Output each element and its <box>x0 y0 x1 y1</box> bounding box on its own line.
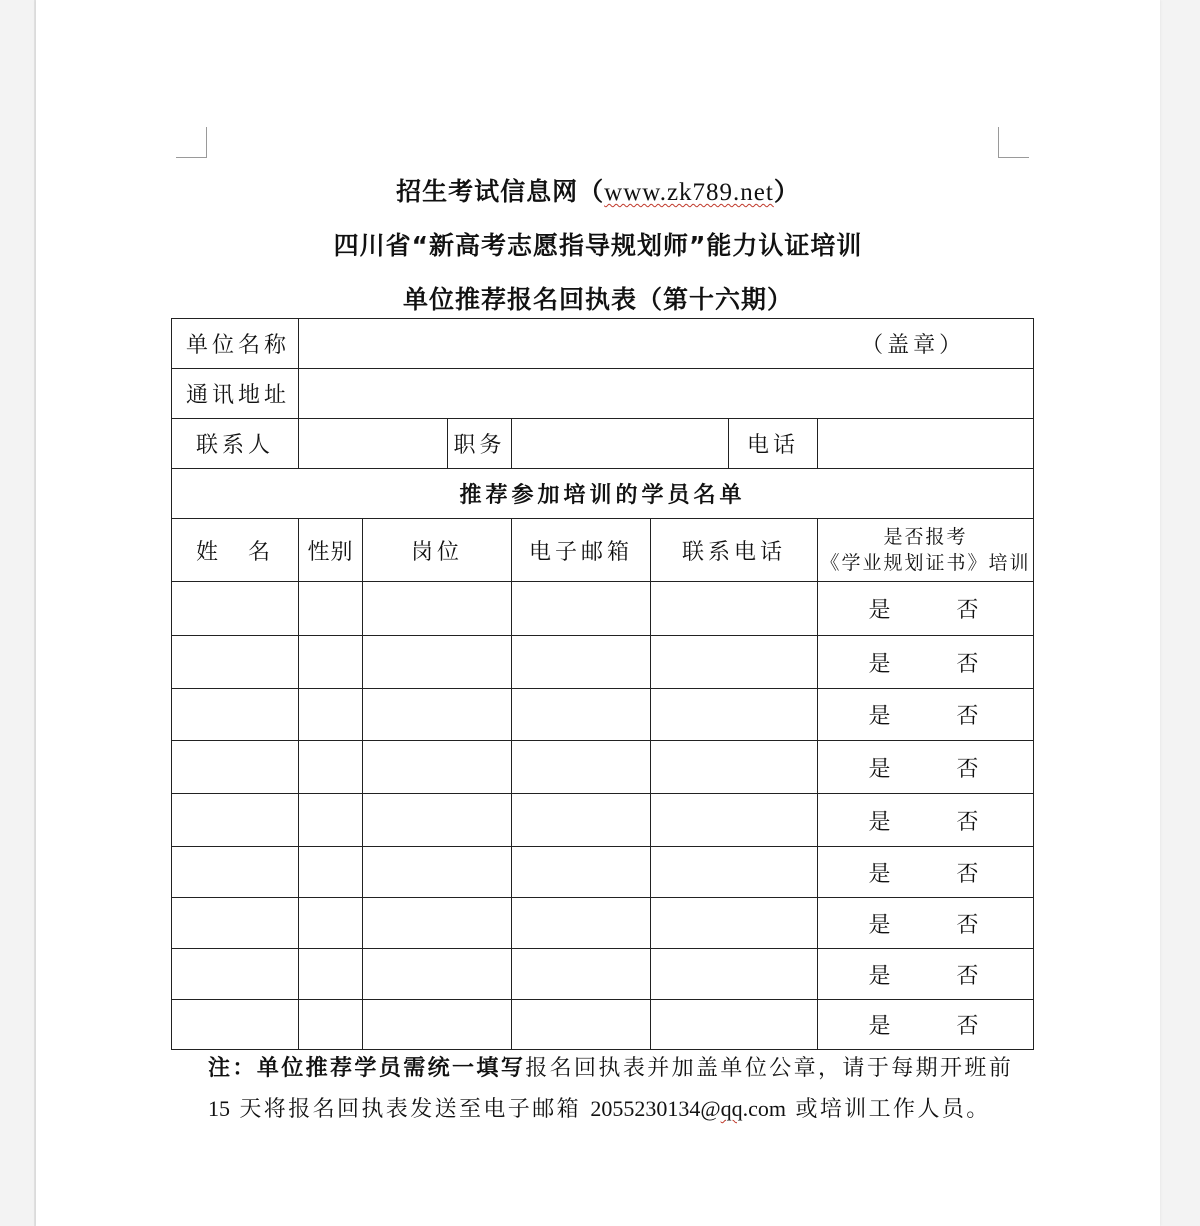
trainee-gender-cell[interactable] <box>299 1000 363 1050</box>
trainee-row <box>172 582 1034 636</box>
margin-corner-mark-right <box>998 127 1029 158</box>
trainee-row <box>172 847 1034 898</box>
title-paren-close: ） <box>773 177 800 206</box>
footnote-prefix: 注： <box>208 1055 257 1081</box>
trainee-row <box>172 1000 1034 1050</box>
trainee-tel-cell[interactable] <box>651 847 818 898</box>
col-header-exam-line2: 《学业规划证书》培训 <box>820 552 1031 574</box>
trainee-exam-choice-cell <box>818 689 1034 741</box>
footnote-email-domain: qq <box>720 1096 743 1121</box>
title-site-name: 招生考试信息网（ <box>396 177 605 206</box>
no-option[interactable]: 否 <box>956 598 983 623</box>
trainee-tel-cell[interactable] <box>651 949 818 1000</box>
col-header-name: 姓 名 <box>172 519 299 582</box>
yes-option[interactable]: 是 <box>868 1014 895 1039</box>
footnote-email-user: 2055230134@ <box>590 1096 721 1121</box>
trainee-gender-cell[interactable] <box>299 794 363 847</box>
no-option[interactable]: 否 <box>956 861 983 887</box>
footnote-line-2 <box>208 1089 1028 1130</box>
footnote-text-2: 天将报名回执表发送至电子邮箱 <box>230 1097 591 1122</box>
unit-name-label: 单位名称 <box>172 319 299 369</box>
unit-name-field[interactable] <box>299 319 1034 369</box>
footnote-bold: 单位推荐学员需统一填写 <box>256 1055 526 1081</box>
trainee-email-cell[interactable] <box>512 847 651 898</box>
seal-label: （盖章） <box>861 333 966 358</box>
trainee-name-cell[interactable] <box>172 1000 299 1050</box>
yes-option[interactable]: 是 <box>868 963 895 989</box>
trainee-tel-cell[interactable] <box>651 898 818 949</box>
phone-field[interactable] <box>818 419 1034 469</box>
trainee-email-cell[interactable] <box>512 949 651 1000</box>
footnote <box>208 1048 1028 1130</box>
trainee-row <box>172 741 1034 794</box>
trainee-gender-cell[interactable] <box>299 949 363 1000</box>
margin-corner-mark-left <box>176 127 207 158</box>
trainee-post-cell[interactable] <box>363 689 512 741</box>
registration-form-table <box>171 318 1034 1050</box>
trainee-gender-cell[interactable] <box>299 741 363 794</box>
yes-option[interactable]: 是 <box>868 756 895 782</box>
footnote-email-tail: .com <box>742 1096 787 1121</box>
no-option[interactable]: 否 <box>956 809 983 835</box>
trainee-name-cell[interactable] <box>172 794 299 847</box>
yes-option[interactable]: 是 <box>868 704 895 729</box>
trainee-row <box>172 898 1034 949</box>
trainee-name-cell[interactable] <box>172 689 299 741</box>
trainee-name-cell[interactable] <box>172 898 299 949</box>
footnote-days: 15 <box>208 1096 230 1121</box>
trainee-exam-choice-cell <box>818 741 1034 794</box>
trainee-email-cell[interactable] <box>512 794 651 847</box>
title-line-3: 单位推荐报名回执表（第十六期） <box>402 285 793 314</box>
phone-label: 电话 <box>729 419 818 469</box>
contact-label: 联系人 <box>172 419 299 469</box>
no-option[interactable]: 否 <box>956 756 983 782</box>
col-header-post: 岗位 <box>363 519 512 582</box>
footnote-line-1 <box>208 1048 1028 1089</box>
trainee-name-cell[interactable] <box>172 582 299 636</box>
trainee-email-cell[interactable] <box>512 689 651 741</box>
trainee-gender-cell[interactable] <box>299 636 363 689</box>
trainee-tel-cell[interactable] <box>651 689 818 741</box>
yes-option[interactable]: 是 <box>868 861 895 887</box>
trainee-email-cell[interactable] <box>512 582 651 636</box>
trainee-row <box>172 689 1034 741</box>
trainee-gender-cell[interactable] <box>299 689 363 741</box>
trainee-exam-choice-cell <box>818 847 1034 898</box>
footnote-text-1: 报名回执表并加盖单位公章，请于每期开班前 <box>525 1056 1014 1081</box>
trainee-tel-cell[interactable] <box>651 794 818 847</box>
trainee-gender-cell[interactable] <box>299 847 363 898</box>
col-header-tel: 联系电话 <box>651 519 818 582</box>
address-label: 通讯地址 <box>172 369 299 419</box>
contact-field[interactable] <box>299 419 448 469</box>
trainee-post-cell[interactable] <box>363 949 512 1000</box>
trainee-exam-choice-cell <box>818 1000 1034 1050</box>
trainee-gender-cell[interactable] <box>299 582 363 636</box>
yes-option[interactable]: 是 <box>868 598 895 623</box>
trainee-exam-choice-cell <box>818 636 1034 689</box>
position-label: 职务 <box>448 419 512 469</box>
no-option[interactable]: 否 <box>956 963 983 989</box>
trainee-email-cell[interactable] <box>512 898 651 949</box>
title-url: www.zk789.net <box>604 179 774 206</box>
trainee-post-cell[interactable] <box>363 1000 512 1050</box>
trainee-name-cell[interactable] <box>172 949 299 1000</box>
yes-option[interactable]: 是 <box>868 809 895 835</box>
trainee-gender-cell[interactable] <box>299 898 363 949</box>
trainee-exam-choice-cell <box>818 949 1034 1000</box>
trainee-row <box>172 949 1034 1000</box>
trainee-name-cell[interactable] <box>172 741 299 794</box>
no-option[interactable]: 否 <box>956 651 983 677</box>
trainee-email-cell[interactable] <box>512 1000 651 1050</box>
trainee-post-cell[interactable] <box>363 636 512 689</box>
yes-option[interactable]: 是 <box>868 651 895 677</box>
trainee-row <box>172 636 1034 689</box>
col-header-email: 电子邮箱 <box>512 519 651 582</box>
footnote-text-3: 或培训工作人员。 <box>786 1097 991 1122</box>
trainee-exam-choice-cell <box>818 582 1034 636</box>
trainee-post-cell[interactable] <box>363 794 512 847</box>
trainee-tel-cell[interactable] <box>651 741 818 794</box>
trainee-exam-choice-cell <box>818 794 1034 847</box>
col-header-exam <box>818 519 1034 582</box>
trainee-post-cell[interactable] <box>363 847 512 898</box>
yes-option[interactable]: 是 <box>868 912 895 938</box>
title-line-2: 四川省“新高考志愿指导规划师”能力认证培训 <box>333 231 863 260</box>
position-field[interactable] <box>512 419 729 469</box>
trainee-list-heading: 推荐参加培训的学员名单 <box>172 469 1034 519</box>
trainee-row <box>172 794 1034 847</box>
no-option[interactable]: 否 <box>956 912 983 938</box>
trainee-exam-choice-cell <box>818 898 1034 949</box>
trainee-rows <box>172 582 1034 1050</box>
no-option[interactable]: 否 <box>956 1014 983 1039</box>
no-option[interactable]: 否 <box>956 704 983 729</box>
address-field[interactable] <box>299 369 1034 419</box>
trainee-tel-cell[interactable] <box>651 636 818 689</box>
trainee-email-cell[interactable] <box>512 741 651 794</box>
title-line-1 <box>36 172 1160 208</box>
col-header-exam-line1: 是否报考 <box>883 526 968 548</box>
document-page <box>36 0 1160 1226</box>
trainee-post-cell[interactable] <box>363 741 512 794</box>
trainee-email-cell[interactable] <box>512 636 651 689</box>
trainee-post-cell[interactable] <box>363 898 512 949</box>
trainee-post-cell[interactable] <box>363 582 512 636</box>
trainee-tel-cell[interactable] <box>651 1000 818 1050</box>
trainee-tel-cell[interactable] <box>651 582 818 636</box>
trainee-name-cell[interactable] <box>172 636 299 689</box>
col-header-gender: 性别 <box>299 519 363 582</box>
trainee-name-cell[interactable] <box>172 847 299 898</box>
